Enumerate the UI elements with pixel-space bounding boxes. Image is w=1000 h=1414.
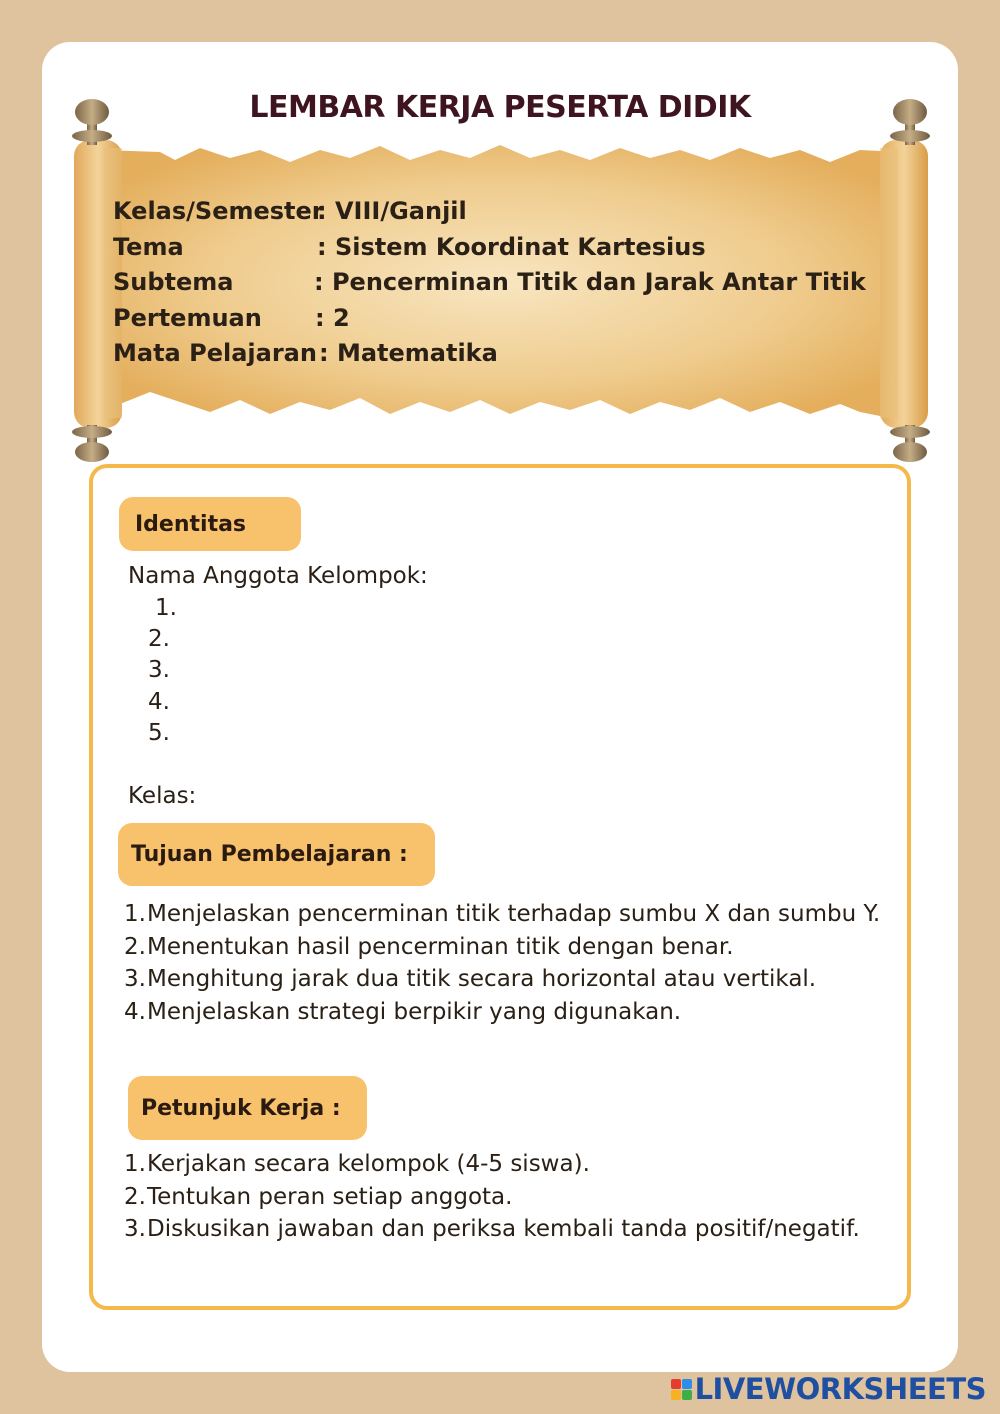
page-title: LEMBAR KERJA PESERTA DIDIK <box>249 90 751 125</box>
liveworksheets-logo-icon <box>671 1379 692 1400</box>
info-value: : VIII/Ganjil <box>317 197 467 225</box>
list-item-text: Diskusikan jawaban dan periksa kembali tanda positif/negatif. <box>147 1216 860 1242</box>
list-item-number: 3. <box>124 966 146 992</box>
petunjuk-list <box>124 1148 900 1246</box>
petunjuk-heading: Petunjuk Kerja : <box>128 1076 367 1140</box>
liveworksheets-logo[interactable] <box>671 1372 986 1406</box>
kelas-label: Kelas: <box>128 783 197 809</box>
list-item-text: Menghitung jarak dua titik secara horizontal atau vertikal. <box>147 966 817 992</box>
logo-square <box>671 1379 681 1389</box>
info-value: : Pencerminan Titik dan Jarak Antar Titik <box>314 268 866 296</box>
list-item <box>124 963 900 996</box>
member-number: 2. <box>148 626 170 652</box>
member-number: 1. <box>155 595 177 621</box>
list-item-number: 3. <box>124 1216 146 1242</box>
logo-square <box>682 1390 692 1400</box>
info-value: : Sistem Koordinat Kartesius <box>317 232 706 261</box>
list-item-number: 2. <box>124 933 146 960</box>
list-item <box>124 1148 900 1181</box>
info-value: : Matematika <box>319 339 498 367</box>
member-number: 4. <box>148 689 170 715</box>
liveworksheets-wordmark: LIVEWORKSHEETS <box>694 1372 986 1406</box>
info-label: Kelas/Semester <box>113 197 324 225</box>
list-item <box>124 898 900 931</box>
list-item-text: Menentukan hasil pencerminan titik dengan benar. <box>147 933 734 960</box>
list-item-number: 2. <box>124 1183 146 1210</box>
info-label: Mata Pelajaran <box>113 339 317 367</box>
info-value: : 2 <box>315 303 350 332</box>
info-label: Tema <box>113 232 184 261</box>
tujuan-list <box>124 898 900 1028</box>
info-label: Pertemuan <box>113 303 262 332</box>
list-item <box>124 931 900 964</box>
list-item <box>124 1181 900 1214</box>
list-item-text: Tentukan peran setiap anggota. <box>147 1183 513 1210</box>
info-label: Subtema <box>113 268 234 296</box>
list-item-number: 4. <box>124 998 146 1025</box>
list-item <box>124 1213 900 1246</box>
member-number: 3. <box>148 657 170 683</box>
list-item-text: Kerjakan secara kelompok (4-5 siswa). <box>147 1151 590 1177</box>
identitas-heading: Identitas <box>119 497 301 551</box>
list-item-number: 1. <box>124 1151 146 1177</box>
members-label: Nama Anggota Kelompok: <box>128 563 428 589</box>
list-item <box>124 996 900 1029</box>
list-item-text: Menjelaskan pencerminan titik terhadap sumbu X dan sumbu Y. <box>147 901 881 927</box>
list-item-number: 1. <box>124 901 146 927</box>
logo-square <box>682 1379 692 1389</box>
logo-square <box>671 1390 681 1400</box>
member-number: 5. <box>148 720 170 746</box>
tujuan-heading: Tujuan Pembelajaran : <box>118 823 435 886</box>
list-item-text: Menjelaskan strategi berpikir yang digunakan. <box>147 998 682 1025</box>
